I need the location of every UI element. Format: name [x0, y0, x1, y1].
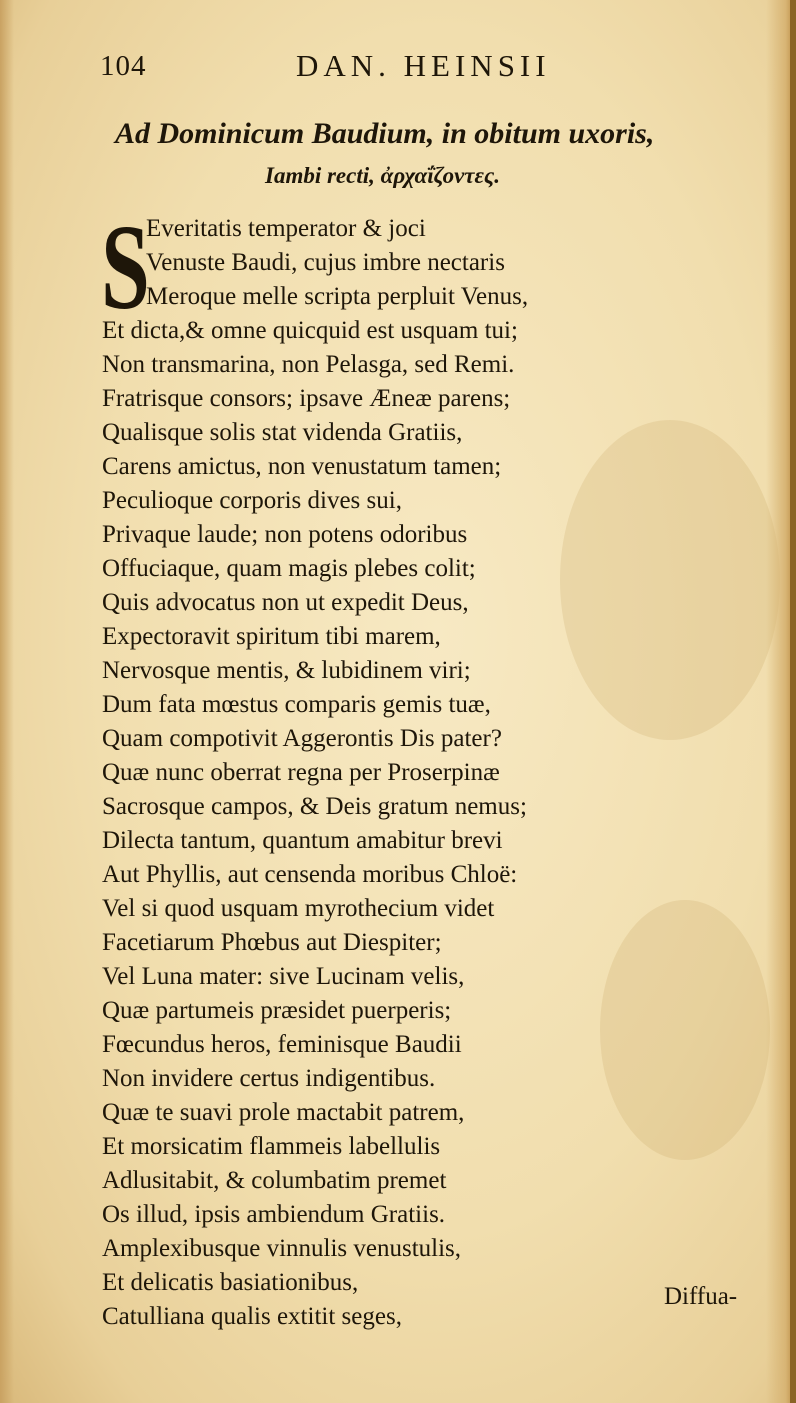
poem-line: Meroque melle scripta perpluit Venus,: [146, 283, 529, 310]
poem-line: Non transmarina, non Pelasga, sed Remi.: [102, 351, 515, 378]
running-head: DAN. HEINSII: [296, 48, 551, 83]
poem-line: Venuste Baudi, cujus imbre nectaris: [146, 249, 505, 276]
poem-line: Os illud, ipsis ambiendum Gratiis.: [102, 1201, 446, 1228]
poem-line: Vel Luna mater: sive Lucinam velis,: [102, 963, 465, 990]
poem-line: Dilecta tantum, quantum amabitur brevi: [102, 827, 503, 854]
poem-line: Everitatis temperator & joci: [146, 215, 426, 242]
poem-line: Catulliana qualis extitit seges,: [102, 1303, 402, 1330]
page-number: 104: [100, 50, 147, 82]
poem-line: Non invidere certus indigentibus.: [102, 1065, 436, 1092]
poem-line: Quis advocatus non ut expedit Deus,: [102, 589, 469, 616]
page-gutter: [790, 0, 796, 1403]
poem-line: Fratrisque consors; ipsave Æneæ parens;: [102, 385, 511, 412]
poem-line: Peculioque corporis dives sui,: [102, 487, 402, 514]
poem-line: Amplexibusque vinnulis venustulis,: [102, 1235, 462, 1262]
poem-line: Fœcundus heros, feminisque Baudii: [102, 1031, 462, 1058]
poem-line: Et morsicatim flammeis labellulis: [102, 1133, 441, 1160]
poem-line: Et dicta,& omne quicquid est usquam tui;: [102, 317, 518, 344]
poem-line: Facetiarum Phœbus aut Diespiter;: [102, 929, 442, 956]
poem-line: Dum fata mœstus comparis gemis tuæ,: [102, 691, 491, 718]
paper-stain: [560, 420, 780, 740]
poem-line: Quæ te suavi prole mactabit patrem,: [102, 1099, 465, 1126]
poem-line: Et delicatis basiationibus,: [102, 1269, 359, 1296]
poem-line: Adlusitabit, & columbatim premet: [102, 1167, 447, 1194]
poem-line: Qualisque solis stat videnda Gratiis,: [102, 419, 463, 446]
poem-title: Ad Dominicum Baudium, in obitum uxoris,: [115, 117, 655, 150]
poem-line: Carens amictus, non venustatum tamen;: [102, 453, 502, 480]
poem-line: Quæ partumeis præsidet puerperis;: [102, 997, 452, 1024]
poem-line: Quæ nunc oberrat regna per Proserpinæ: [102, 759, 500, 786]
poem-line: Aut Phyllis, aut censenda moribus Chloë:: [102, 861, 518, 888]
poem-line: Quam compotivit Aggerontis Dis pater?: [102, 725, 502, 752]
poem-line: Offuciaque, quam magis plebes colit;: [102, 555, 476, 582]
poem-line: Expectoravit spiritum tibi marem,: [102, 623, 441, 650]
paper-stain: [600, 900, 770, 1160]
page-header: [100, 48, 700, 92]
page-edge-left: [0, 0, 14, 1403]
drop-cap: S: [101, 200, 150, 335]
poem-subtitle: Iambi recti, ἀρχαΐζοντες.: [265, 163, 500, 188]
poem-line: Sacrosque campos, & Deis gratum nemus;: [102, 793, 527, 820]
poem-line: Privaque laude; non potens odoribus: [102, 521, 468, 548]
poem-line: Vel si quod usquam myrothecium videt: [102, 895, 495, 922]
catchword: Diffua-: [664, 1283, 738, 1310]
poem-line: Nervosque mentis, & lubidinem viri;: [102, 657, 471, 684]
